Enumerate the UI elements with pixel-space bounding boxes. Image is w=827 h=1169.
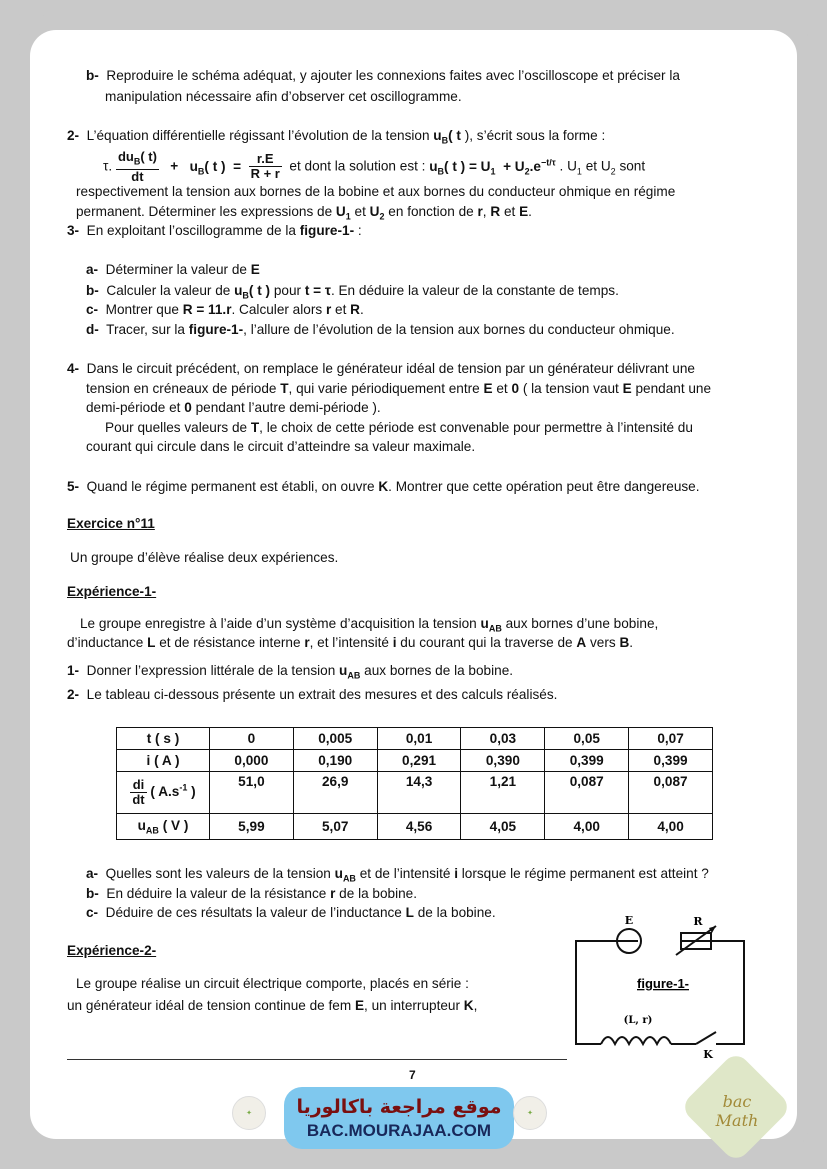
table-row: [117, 814, 713, 840]
table-cell: 26,9: [293, 772, 377, 814]
exp1-qc: c- Déduire de ces résultats la valeur de l’inductance L de la bobine.: [86, 905, 496, 920]
table-cell: 0,399: [629, 750, 713, 772]
table-row: [117, 750, 713, 772]
table-row-header: t ( s ): [117, 728, 210, 750]
q4-line1: 4- Dans le circuit précédent, on remplace le générateur idéal de tension par un générateur délivrant une: [67, 361, 695, 376]
circuit-wire: [681, 941, 744, 1044]
label-E: E: [624, 914, 634, 927]
table-cell: 0,000: [210, 750, 294, 772]
table-cell: 4,00: [545, 814, 629, 840]
exp1-line1: Le groupe enregistre à l’aide d’un système d’acquisition la tension $u_{AB}$ aux bornes d’une bobine,: [80, 616, 659, 634]
q2-line3: permanent. Déterminer les expressions de $U_1$ et $U_2$ en fonction de r, R et E.: [76, 204, 532, 222]
table-cell: 0,005: [293, 728, 377, 750]
page-number: 7: [409, 1068, 416, 1082]
exp1-q1: 1- Donner l’expression littérale de la tension $u_{AB}$ aux bornes de la bobine.: [67, 663, 514, 681]
table-cell: 0,399: [545, 750, 629, 772]
q3-b: b- Calculer la valeur de $u_B$( t ) pour t = τ. En déduire la valeur de la constante de temps.: [86, 283, 619, 301]
site-url[interactable]: BAC.MOURAJAA.COM: [306, 1121, 492, 1140]
measurement-table: [116, 727, 713, 840]
site-banner[interactable]: [284, 1087, 514, 1149]
table-cell: 14,3: [377, 772, 461, 814]
q1b-line1: b- Reproduire le schéma adéquat, y ajouter les connexions faites avec l’oscilloscope et préciser la: [86, 68, 680, 83]
q3-a: a- Déterminer la valeur de E: [86, 262, 260, 277]
label-Lr: (L, r): [623, 1015, 653, 1026]
table-cell: 0,087: [629, 772, 713, 814]
exp1-qb: b- En déduire la valeur de la résistance r de la bobine.: [86, 886, 418, 901]
table-cell: 0,190: [293, 750, 377, 772]
experience2-title: Expérience-2-: [67, 943, 157, 958]
table-cell: 0: [210, 728, 294, 750]
q3-intro: 3- En exploitant l’oscillogramme de la figure-1- :: [67, 223, 362, 238]
switch-icon: [696, 1032, 716, 1044]
q4-line2: tension en créneaux de période T, qui varie périodiquement entre E et 0 ( la tension vaut E pendant une: [86, 381, 712, 396]
table-row-header: i ( A ): [117, 750, 210, 772]
q4-line3: demi-période et 0 pendant l’autre demi-période ).: [86, 400, 381, 415]
circuit-wire: [576, 941, 628, 1044]
table-cell: 0,087: [545, 772, 629, 814]
experience1-title: Expérience-1-: [67, 584, 157, 599]
exp1-line2: d’inductance L et de résistance interne r, et l’intensité i du courant qui la traverse de A vers B.: [67, 635, 634, 650]
q2-equation: τ. $\frac{du_B( t)}{dt}$ + $u_B$( t ) = $\frac{r.E}{R + r}$ et dont la solution est : $u_B$( t ) = $U_1 + U_2.e^{-t/\tau}$ . $U_1$ et $U_2$ sont: [103, 149, 646, 184]
site-name-arabic: موقع مراجعة باكالوريا: [296, 1096, 502, 1118]
table-cell: 0,390: [461, 750, 545, 772]
table-row-header: $u_{AB}$ ( V ): [117, 814, 210, 840]
table-row: [117, 772, 713, 814]
q2-intro: 2- L’équation différentielle régissant l’évolution de la tension $u_B$( t ), s’écrit sous la forme :: [67, 128, 606, 146]
circuit-figure: [566, 908, 766, 1068]
label-K: K: [703, 1048, 713, 1061]
table-cell: 4,00: [629, 814, 713, 840]
table-cell: 1,21: [461, 772, 545, 814]
exp1-qa: a- Quelles sont les valeurs de la tension $u_{AB}$ et de l’intensité i lorsque le régime permanent est atteint ?: [86, 866, 709, 884]
table-cell: 4,05: [461, 814, 545, 840]
table-cell: 0,03: [461, 728, 545, 750]
footer-rule: [67, 1059, 567, 1060]
table-cell: 51,0: [210, 772, 294, 814]
exp2-line1: Le groupe réalise un circuit électrique comporte, placés en série :: [76, 976, 469, 991]
table-row: [117, 728, 713, 750]
q3-d: d- Tracer, sur la figure-1-, l’allure de l’évolution de la tension aux bornes du conducteur ohmique.: [86, 322, 675, 337]
exercise-title: Exercice n°11: [67, 516, 155, 531]
table-cell: 0,07: [629, 728, 713, 750]
table-cell: 0,291: [377, 750, 461, 772]
right-logo-icon: ✦: [513, 1096, 547, 1130]
table-row-header: $\frac{di}{dt}$ ( $A.s^{-1}$ ): [117, 772, 210, 814]
table-cell: 5,07: [293, 814, 377, 840]
q5: 5- Quand le régime permanent est établi, on ouvre K. Montrer que cette opération peut être dangereuse.: [67, 479, 700, 494]
q1b-line2: manipulation nécessaire afin d’observer cet oscillogramme.: [105, 89, 462, 104]
label-R: R: [693, 915, 703, 928]
table-cell: 4,56: [377, 814, 461, 840]
coil-icon: [601, 1037, 671, 1044]
exp2-line2: un générateur idéal de tension continue de fem E, un interrupteur K,: [67, 998, 478, 1013]
exercise-intro: Un groupe d’élève réalise deux expériences.: [70, 550, 339, 565]
table-cell: 0,01: [377, 728, 461, 750]
q2-line2: respectivement la tension aux bornes de la bobine et aux bornes du conducteur ohmique en régime: [76, 184, 676, 199]
q3-c: c- Montrer que R = 11.r. Calculer alors r et R.: [86, 302, 364, 317]
left-logo-icon: ✦: [232, 1096, 266, 1130]
q4-line5: courant qui circule dans le circuit d’atteindre sa valeur maximale.: [86, 439, 476, 454]
table-cell: 0,05: [545, 728, 629, 750]
q4-line4: Pour quelles valeurs de T, le choix de cette période est convenable pour permettre à l’intensité du: [105, 420, 693, 435]
table-cell: 5,99: [210, 814, 294, 840]
figure-caption: figure-1-: [637, 976, 689, 991]
exp1-q2: 2- Le tableau ci-dessous présente un extrait des mesures et des calculs réalisés.: [67, 687, 558, 702]
bacmath-logo-text: bac Math: [715, 1092, 759, 1130]
